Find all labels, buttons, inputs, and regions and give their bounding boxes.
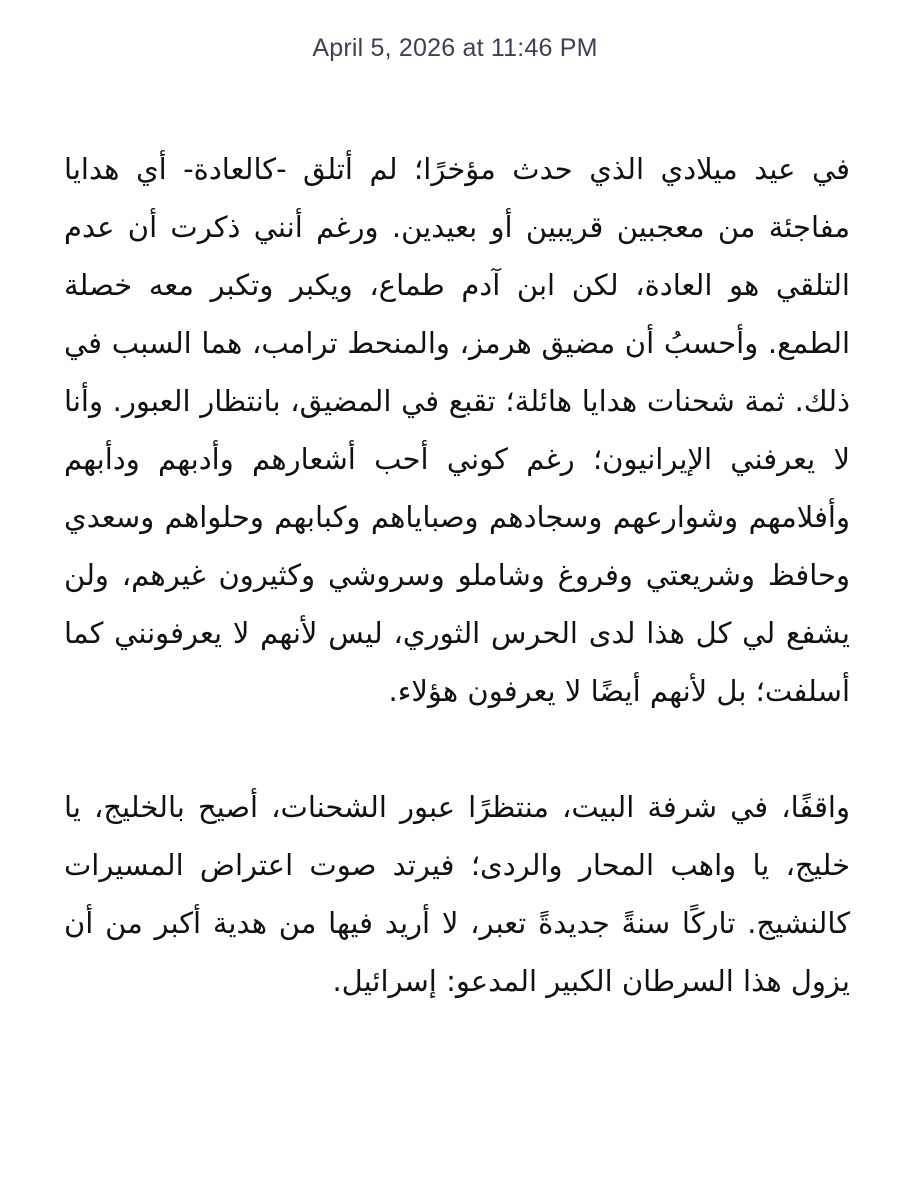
note-body[interactable] bbox=[64, 140, 850, 1010]
paragraph-1: في عيد ميلادي الذي حدث مؤخرًا؛ لم أتلق -كالعادة- أي هدايا مفاجئة من معجبين قريبين أو بعيدين. ورغم أنني ذكرت أن عدم التلقي هو العادة، لكن ابن آدم طماع، ويكبر وتكبر معه خصلة الطمع. وأحسبُ أن مضيق هرمز، والمنحط ترامب، هما السبب في ذلك. ثمة شحنات هدايا هائلة؛ تقبع في المضيق، بانتظار العبور. وأنا لا يعرفني الإيرانيون؛ رغم كوني أحب أشعارهم وأدبهم ودأبهم وأفلامهم وشوارعهم وسجادهم وصباياهم وكبابهم وحلواهم وسعدي وحافظ وشريعتي وفروغ وشاملو وسروشي وكثيرون غيرهم، ولن يشفع لي كل هذا لدى الحرس الثوري، ليس لأنهم لا يعرفونني كما أسلفت؛ بل لأنهم أيضًا لا يعرفون هؤلاء. bbox=[64, 152, 850, 708]
paragraph-2: واقفًا، في شرفة البيت، منتظرًا عبور الشحنات، أصيح بالخليج، يا خليج، يا واهب المحار والردى؛ فيرتد صوت اعتراض المسيرات كالنشيج. تاركًا سنةً جديدةً تعبر، لا أريد فيها من هدية أكبر من أن يزول هذا السرطان الكبير المدعو: إسرائيل. bbox=[64, 790, 850, 998]
note-date: April 5, 2026 at 11:46 PM bbox=[312, 34, 598, 62]
